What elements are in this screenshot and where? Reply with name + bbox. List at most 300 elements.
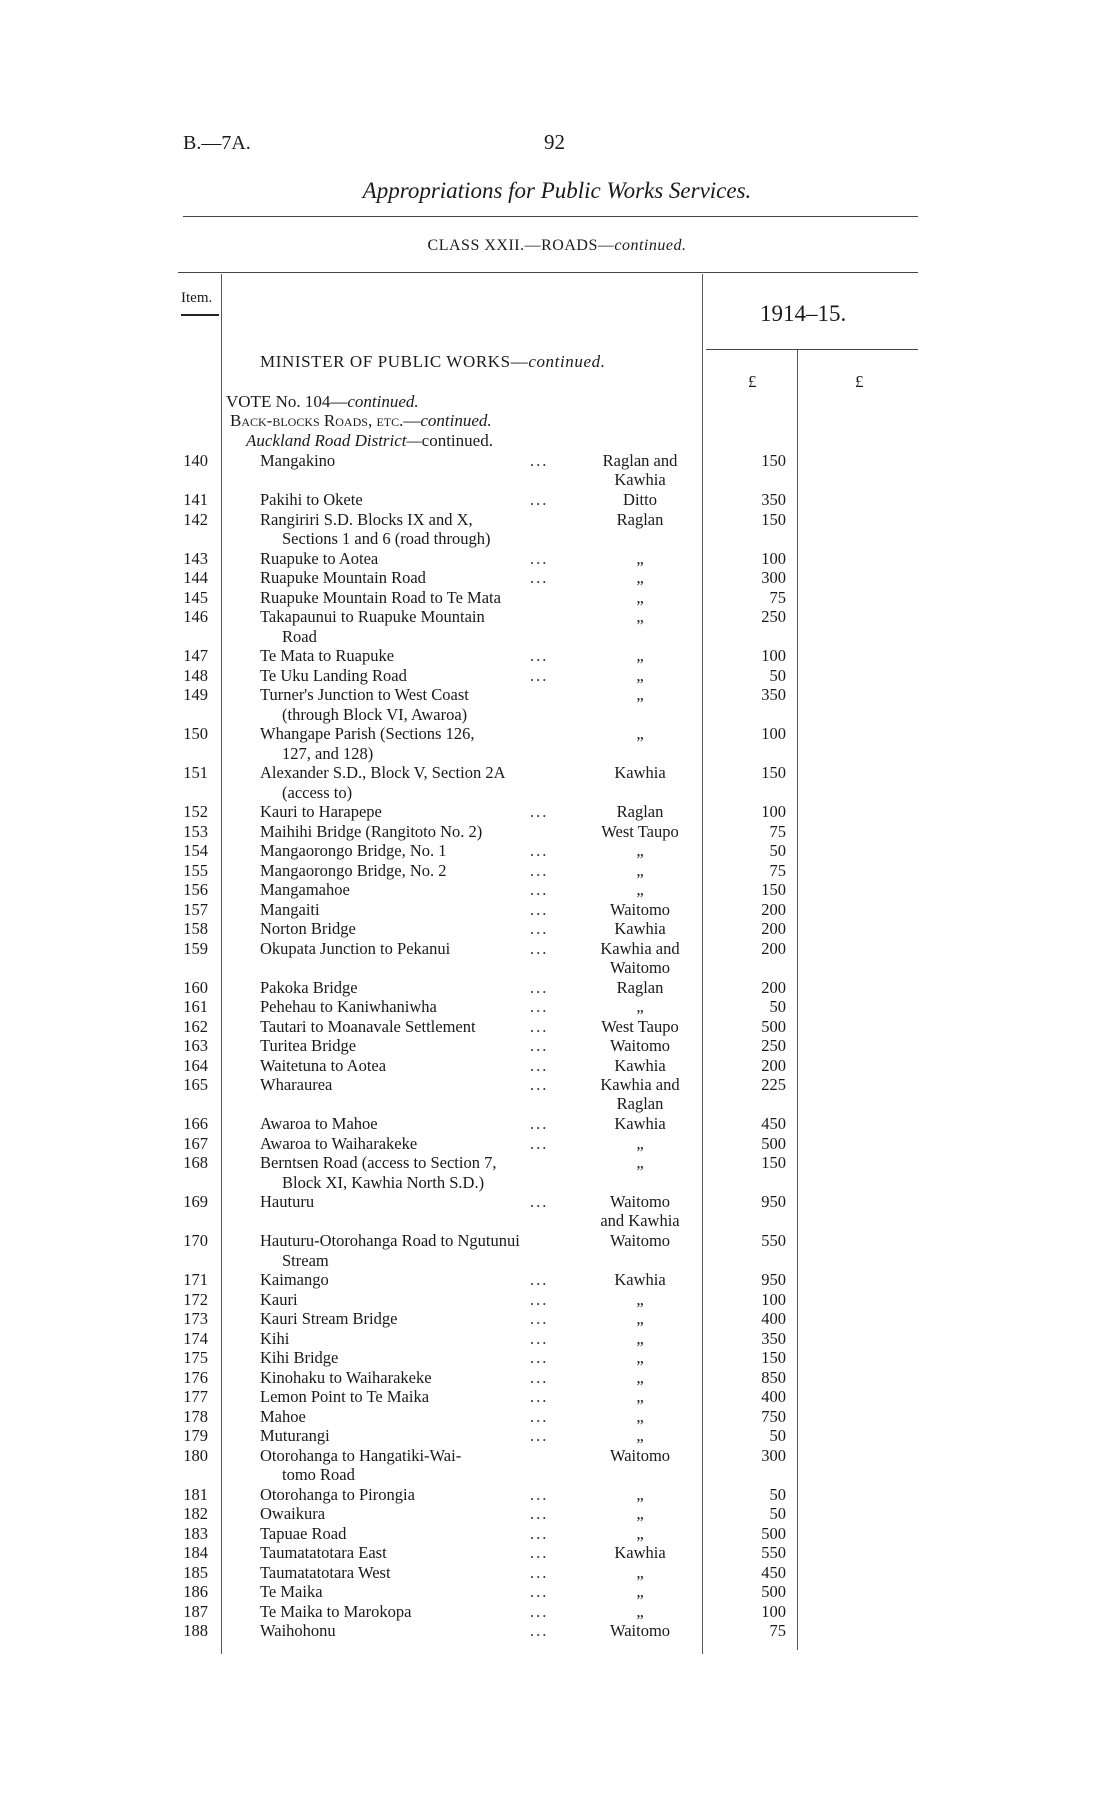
amount-value: 50 bbox=[769, 841, 786, 860]
item-description bbox=[260, 997, 560, 1017]
leader-dots: ... bbox=[530, 568, 549, 587]
item-number: 184 bbox=[183, 1543, 208, 1562]
item-number: 152 bbox=[183, 802, 208, 821]
description-line: Mangaorongo Bridge, No. 2 bbox=[260, 860, 447, 880]
leader-dots: ... bbox=[530, 490, 549, 509]
county-line: „ bbox=[636, 841, 644, 860]
item-number: 182 bbox=[183, 1504, 208, 1523]
document-code: B.—7A. bbox=[183, 132, 251, 154]
county-name bbox=[570, 1543, 710, 1562]
item-number: 161 bbox=[183, 997, 208, 1016]
item-description bbox=[260, 1329, 560, 1349]
county-line: „ bbox=[636, 1426, 644, 1445]
description-line: Kinohaku to Waiharakeke bbox=[260, 1367, 432, 1387]
description-line: Ruapuke Mountain Road to Te Mata bbox=[260, 587, 501, 607]
county-name bbox=[570, 822, 710, 841]
amount-value: 450 bbox=[761, 1114, 786, 1133]
description-line: Te Uku Landing Road bbox=[260, 665, 407, 685]
amount-value: 350 bbox=[761, 685, 786, 704]
item-number: 178 bbox=[183, 1406, 208, 1426]
item-number: 145 bbox=[183, 587, 208, 607]
item-number: 187 bbox=[183, 1601, 208, 1621]
item-description bbox=[260, 880, 560, 900]
item-number: 165 bbox=[183, 1075, 208, 1094]
description-line: Hauturu bbox=[260, 1192, 315, 1211]
item-description bbox=[260, 822, 560, 842]
amount-value: 200 bbox=[761, 977, 786, 997]
description-line: Kihi bbox=[260, 1328, 290, 1348]
county-name bbox=[570, 1446, 710, 1465]
item-number: 171 bbox=[183, 1270, 208, 1289]
item-description bbox=[260, 1387, 560, 1407]
left-column-divider bbox=[221, 274, 222, 1654]
county-name bbox=[570, 1017, 710, 1036]
county-line: Waitomo bbox=[609, 1036, 671, 1055]
amount-value: 200 bbox=[761, 938, 786, 958]
description-line: Turitea Bridge bbox=[260, 1036, 357, 1055]
leader-dots: ... bbox=[530, 860, 549, 880]
county-name bbox=[570, 1348, 710, 1367]
county-name bbox=[570, 1114, 710, 1133]
description-line: Kaimango bbox=[260, 1270, 329, 1289]
description-line: Tapuae Road bbox=[260, 1523, 347, 1543]
county-name bbox=[570, 1582, 710, 1601]
amount-value: 200 bbox=[761, 1055, 786, 1075]
item-number: 164 bbox=[183, 1055, 208, 1075]
county-name bbox=[570, 880, 710, 899]
item-description bbox=[260, 1348, 560, 1368]
description-line: Pakihi to Okete bbox=[260, 490, 363, 509]
amount-value: 500 bbox=[761, 1523, 786, 1543]
amount-value: 350 bbox=[761, 490, 786, 509]
item-description bbox=[260, 1621, 560, 1641]
subsection-continued: continued. bbox=[420, 411, 492, 430]
county-line: Raglan bbox=[616, 509, 664, 529]
item-number: 147 bbox=[183, 646, 208, 665]
county-name bbox=[570, 1426, 710, 1445]
leader-dots: ... bbox=[530, 1036, 549, 1055]
amount-value: 150 bbox=[761, 451, 786, 470]
item-number: 168 bbox=[183, 1153, 208, 1172]
class-heading-continued: continued. bbox=[614, 237, 687, 254]
amount-value: 100 bbox=[761, 802, 786, 821]
item-number: 143 bbox=[183, 548, 208, 568]
item-description bbox=[260, 939, 560, 959]
county-line: „ bbox=[636, 997, 644, 1016]
description-line: Kihi Bridge bbox=[260, 1348, 339, 1367]
amount-value: 300 bbox=[761, 568, 786, 587]
title-rule bbox=[183, 216, 918, 217]
county-line: and Kawhia bbox=[600, 1211, 680, 1230]
leader-dots: ... bbox=[530, 899, 549, 919]
county-line: Raglan bbox=[616, 1094, 664, 1113]
county-name bbox=[570, 451, 710, 489]
item-description bbox=[260, 1407, 560, 1427]
item-number: 162 bbox=[183, 1016, 208, 1036]
item-number: 148 bbox=[183, 665, 208, 685]
county-line: „ bbox=[636, 1367, 644, 1387]
leader-dots: ... bbox=[530, 1309, 549, 1328]
year-underline bbox=[706, 349, 918, 350]
item-column-header: Item. bbox=[181, 290, 213, 306]
leader-dots: ... bbox=[530, 548, 549, 568]
item-description bbox=[260, 1524, 560, 1544]
county-line: „ bbox=[636, 1348, 644, 1367]
leader-dots: ... bbox=[530, 1523, 549, 1543]
description-line: Te Mata to Ruapuke bbox=[260, 646, 395, 665]
description-line: Norton Bridge bbox=[260, 919, 356, 938]
description-line: Kauri to Harapepe bbox=[260, 802, 382, 821]
county-line: Waitomo bbox=[609, 1445, 671, 1465]
item-description bbox=[260, 1075, 560, 1095]
amount-value: 550 bbox=[761, 1543, 786, 1562]
leader-dots: ... bbox=[530, 977, 549, 997]
county-line: Kawhia bbox=[614, 1055, 666, 1075]
amount-value: 75 bbox=[769, 821, 786, 841]
amount-value: 500 bbox=[761, 1133, 786, 1153]
item-number: 188 bbox=[183, 1621, 208, 1640]
item-number: 155 bbox=[183, 860, 208, 880]
description-line: Rangiriri S.D. Blocks IX and X, bbox=[260, 509, 473, 529]
description-line: Pakoka Bridge bbox=[260, 977, 358, 997]
item-description bbox=[260, 685, 560, 724]
item-description bbox=[260, 1504, 560, 1524]
amount-value: 400 bbox=[761, 1387, 786, 1406]
county-name bbox=[570, 1075, 710, 1113]
description-line: (through Block VI, Awaroa) bbox=[282, 704, 468, 724]
amount-value: 75 bbox=[769, 860, 786, 880]
amount-value: 150 bbox=[761, 1153, 786, 1172]
leader-dots: ... bbox=[530, 1426, 549, 1445]
leader-dots: ... bbox=[530, 1016, 549, 1036]
item-description bbox=[260, 646, 560, 666]
leader-dots: ... bbox=[530, 1055, 549, 1075]
item-description bbox=[260, 1036, 560, 1056]
item-description bbox=[260, 1056, 560, 1076]
item-number: 140 bbox=[183, 451, 208, 470]
county-name bbox=[570, 1231, 710, 1250]
table-top-rule bbox=[178, 272, 918, 273]
county-line: „ bbox=[636, 1153, 644, 1172]
description-line: Waitetuna to Aotea bbox=[260, 1055, 387, 1075]
description-line: Takapaunui to Ruapuke Mountain bbox=[260, 607, 485, 626]
page-number: 92 bbox=[544, 130, 565, 154]
county-name bbox=[570, 510, 710, 529]
item-description bbox=[260, 1602, 560, 1622]
county-name bbox=[570, 588, 710, 607]
leader-dots: ... bbox=[530, 1367, 549, 1387]
district-continued: continued. bbox=[421, 431, 493, 450]
description-line: Tautari to Moanavale Settlement bbox=[260, 1016, 476, 1036]
county-line: „ bbox=[636, 568, 644, 587]
amount-value: 550 bbox=[761, 1231, 786, 1250]
item-description bbox=[260, 900, 560, 920]
amount-value: 500 bbox=[761, 1582, 786, 1601]
county-name bbox=[570, 685, 710, 704]
county-line: Kawhia bbox=[614, 470, 666, 489]
amount-value: 950 bbox=[761, 1192, 786, 1211]
county-name bbox=[570, 1290, 710, 1309]
county-line: Kawhia bbox=[614, 919, 666, 938]
item-description bbox=[260, 1426, 560, 1446]
item-description bbox=[260, 919, 560, 939]
amount-value: 750 bbox=[761, 1406, 786, 1426]
item-description bbox=[260, 607, 560, 646]
amount-value: 250 bbox=[761, 607, 786, 626]
leader-dots: ... bbox=[530, 919, 549, 938]
item-number: 153 bbox=[183, 821, 208, 841]
county-line: Waitomo bbox=[609, 1231, 671, 1250]
county-name bbox=[570, 1368, 710, 1387]
description-line: Wharaurea bbox=[260, 1075, 333, 1094]
county-line: „ bbox=[636, 1328, 644, 1348]
item-number: 179 bbox=[183, 1426, 208, 1445]
county-line: „ bbox=[636, 607, 644, 626]
amount-value: 200 bbox=[761, 899, 786, 919]
description-line: Te Maika bbox=[260, 1582, 323, 1601]
leader-dots: ... bbox=[530, 1621, 549, 1640]
county-name bbox=[570, 549, 710, 568]
amount-value: 75 bbox=[769, 587, 786, 607]
item-description bbox=[260, 451, 560, 471]
leader-dots: ... bbox=[530, 665, 549, 685]
amount-value: 100 bbox=[761, 548, 786, 568]
pound-symbol-2: £ bbox=[855, 372, 864, 391]
description-line: Mangamahoe bbox=[260, 880, 350, 899]
item-number: 159 bbox=[183, 938, 208, 958]
class-heading bbox=[0, 237, 1114, 255]
county-line: „ bbox=[636, 1133, 644, 1153]
district-main: Auckland Road District— bbox=[246, 431, 422, 450]
description-line: Block XI, Kawhia North S.D.) bbox=[282, 1172, 485, 1192]
amount-value: 450 bbox=[761, 1562, 786, 1582]
county-name bbox=[570, 1407, 710, 1426]
county-name bbox=[570, 919, 710, 938]
item-description bbox=[260, 1134, 560, 1154]
item-description bbox=[260, 724, 560, 763]
item-description bbox=[260, 978, 560, 998]
item-description bbox=[260, 1446, 560, 1485]
item-number: 185 bbox=[183, 1562, 208, 1582]
amount-value: 50 bbox=[769, 1504, 786, 1523]
amount-value: 150 bbox=[761, 880, 786, 899]
district-heading bbox=[246, 431, 493, 451]
description-line: Awaroa to Waiharakeke bbox=[260, 1133, 418, 1153]
minister-heading-main: MINISTER OF PUBLIC WORKS— bbox=[260, 352, 529, 371]
item-description bbox=[260, 1485, 560, 1505]
item-number: 150 bbox=[183, 724, 208, 743]
item-description bbox=[260, 1543, 560, 1563]
county-line: „ bbox=[636, 548, 644, 568]
item-description bbox=[260, 802, 560, 822]
leader-dots: ... bbox=[530, 802, 549, 821]
amount-value: 150 bbox=[761, 509, 786, 529]
year-column-header: 1914–15. bbox=[760, 301, 847, 326]
county-line: „ bbox=[636, 1406, 644, 1426]
item-description bbox=[260, 1290, 560, 1310]
description-line: Lemon Point to Te Maika bbox=[260, 1387, 430, 1406]
county-name bbox=[570, 1602, 710, 1621]
county-line: „ bbox=[636, 1309, 644, 1328]
description-line: 127, and 128) bbox=[282, 743, 374, 763]
item-number: 173 bbox=[183, 1309, 208, 1328]
pound-symbol-1: £ bbox=[748, 372, 757, 391]
leader-dots: ... bbox=[530, 1289, 549, 1309]
page-title: Appropriations for Public Works Services. bbox=[362, 178, 752, 203]
amount-value: 150 bbox=[761, 763, 786, 782]
item-number: 170 bbox=[183, 1231, 208, 1250]
amount-value: 50 bbox=[769, 1426, 786, 1445]
leader-dots: ... bbox=[530, 1406, 549, 1426]
amount-value: 75 bbox=[769, 1621, 786, 1640]
description-line: Alexander S.D., Block V, Section 2A bbox=[260, 763, 506, 782]
item-description bbox=[260, 1582, 560, 1602]
county-name bbox=[570, 802, 710, 821]
amount-value: 350 bbox=[761, 1328, 786, 1348]
description-line: Kauri Stream Bridge bbox=[260, 1309, 398, 1328]
item-description bbox=[260, 1231, 560, 1270]
leader-dots: ... bbox=[530, 938, 549, 958]
item-number: 172 bbox=[183, 1289, 208, 1309]
amount-value: 100 bbox=[761, 724, 786, 743]
county-name bbox=[570, 841, 710, 860]
item-number: 169 bbox=[183, 1192, 208, 1211]
vote-heading bbox=[226, 392, 419, 412]
item-description bbox=[260, 763, 560, 802]
leader-dots: ... bbox=[530, 1348, 549, 1367]
description-line: Te Maika to Marokopa bbox=[260, 1601, 412, 1621]
description-line: Turner's Junction to West Coast bbox=[260, 685, 469, 704]
amount-value: 50 bbox=[769, 665, 786, 685]
description-line: Mangaiti bbox=[260, 899, 320, 919]
item-description bbox=[260, 510, 560, 549]
item-description bbox=[260, 490, 560, 510]
description-line: Stream bbox=[282, 1250, 329, 1270]
description-line: Taumatatotara East bbox=[260, 1543, 387, 1562]
county-line: Waitomo bbox=[609, 899, 671, 919]
county-line: „ bbox=[636, 1504, 644, 1523]
item-number: 175 bbox=[183, 1348, 208, 1367]
item-description bbox=[260, 568, 560, 588]
item-description bbox=[260, 861, 560, 881]
item-number: 158 bbox=[183, 919, 208, 938]
leader-dots: ... bbox=[530, 1504, 549, 1523]
county-name bbox=[570, 1524, 710, 1543]
county-line: Kawhia bbox=[614, 763, 666, 782]
county-line: Ditto bbox=[623, 490, 657, 509]
amount-value: 250 bbox=[761, 1036, 786, 1055]
leader-dots: ... bbox=[530, 1543, 549, 1562]
county-name bbox=[570, 1153, 710, 1172]
amount-value: 150 bbox=[761, 1348, 786, 1367]
county-line: „ bbox=[636, 685, 644, 704]
leader-dots: ... bbox=[530, 1328, 549, 1348]
county-name bbox=[570, 1621, 710, 1640]
county-name bbox=[570, 724, 710, 743]
leader-dots: ... bbox=[530, 1075, 549, 1094]
county-line: Kawhia bbox=[614, 1114, 666, 1133]
county-name bbox=[570, 607, 710, 626]
item-number: 141 bbox=[183, 490, 208, 509]
county-line: West Taupo bbox=[601, 1016, 679, 1036]
item-number: 180 bbox=[183, 1445, 208, 1465]
county-line: Kawhia bbox=[614, 1270, 666, 1289]
county-line: Waitomo bbox=[609, 1621, 671, 1640]
county-line: „ bbox=[636, 1523, 644, 1543]
class-heading-main: CLASS XXII.—ROADS— bbox=[427, 237, 615, 254]
leader-dots: ... bbox=[530, 1562, 549, 1582]
item-number: 183 bbox=[183, 1523, 208, 1543]
amount-column-divider bbox=[797, 350, 798, 1650]
amount-value: 200 bbox=[761, 919, 786, 938]
county-name bbox=[570, 997, 710, 1016]
description-line: Awaroa to Mahoe bbox=[260, 1114, 378, 1133]
item-number: 144 bbox=[183, 568, 208, 587]
county-name bbox=[570, 666, 710, 685]
county-line: „ bbox=[636, 724, 644, 743]
item-description bbox=[260, 1114, 560, 1134]
county-line: „ bbox=[636, 1387, 644, 1406]
leader-dots: ... bbox=[530, 1114, 549, 1133]
county-name bbox=[570, 490, 710, 509]
item-description bbox=[260, 1153, 560, 1192]
county-name bbox=[570, 1329, 710, 1348]
item-number: 177 bbox=[183, 1387, 208, 1406]
county-name bbox=[570, 1270, 710, 1289]
county-name bbox=[570, 1504, 710, 1523]
county-name bbox=[570, 568, 710, 587]
county-line: „ bbox=[636, 646, 644, 665]
amount-value: 500 bbox=[761, 1016, 786, 1036]
description-line: Ruapuke Mountain Road bbox=[260, 568, 426, 587]
county-name bbox=[570, 1134, 710, 1153]
county-line: „ bbox=[636, 860, 644, 880]
amount-value: 300 bbox=[761, 1445, 786, 1465]
county-line: „ bbox=[636, 587, 644, 607]
minister-heading-continued: continued. bbox=[528, 352, 606, 371]
vote-continued: continued. bbox=[347, 392, 419, 411]
item-description bbox=[260, 1192, 560, 1212]
item-description bbox=[260, 1270, 560, 1290]
county-name bbox=[570, 939, 710, 977]
description-line: Muturangi bbox=[260, 1426, 330, 1445]
minister-heading bbox=[260, 352, 606, 372]
item-number: 166 bbox=[183, 1114, 208, 1133]
amount-value: 100 bbox=[761, 1601, 786, 1621]
amount-value: 100 bbox=[761, 646, 786, 665]
description-line: Maihihi Bridge (Rangitoto No. 2) bbox=[260, 821, 483, 841]
county-line: „ bbox=[636, 1601, 644, 1621]
leader-dots: ... bbox=[530, 1582, 549, 1601]
item-description bbox=[260, 1017, 560, 1037]
item-description bbox=[260, 666, 560, 686]
county-line: „ bbox=[636, 1289, 644, 1309]
description-line: Otorohanga to Pirongia bbox=[260, 1484, 415, 1504]
county-name bbox=[570, 763, 710, 782]
description-line: Kauri bbox=[260, 1289, 298, 1309]
leader-dots: ... bbox=[530, 880, 549, 899]
description-line: Mahoe bbox=[260, 1406, 306, 1426]
item-number: 167 bbox=[183, 1133, 208, 1153]
description-line: Whangape Parish (Sections 126, bbox=[260, 724, 475, 743]
county-line: Waitomo bbox=[609, 957, 671, 977]
item-number: 154 bbox=[183, 841, 208, 860]
county-line: Raglan and bbox=[602, 451, 678, 470]
item-number: 181 bbox=[183, 1484, 208, 1504]
description-line: Sections 1 and 6 (road through) bbox=[282, 529, 491, 548]
description-line: Pehehau to Kaniwhaniwha bbox=[260, 997, 437, 1016]
description-line: (access to) bbox=[282, 782, 353, 802]
